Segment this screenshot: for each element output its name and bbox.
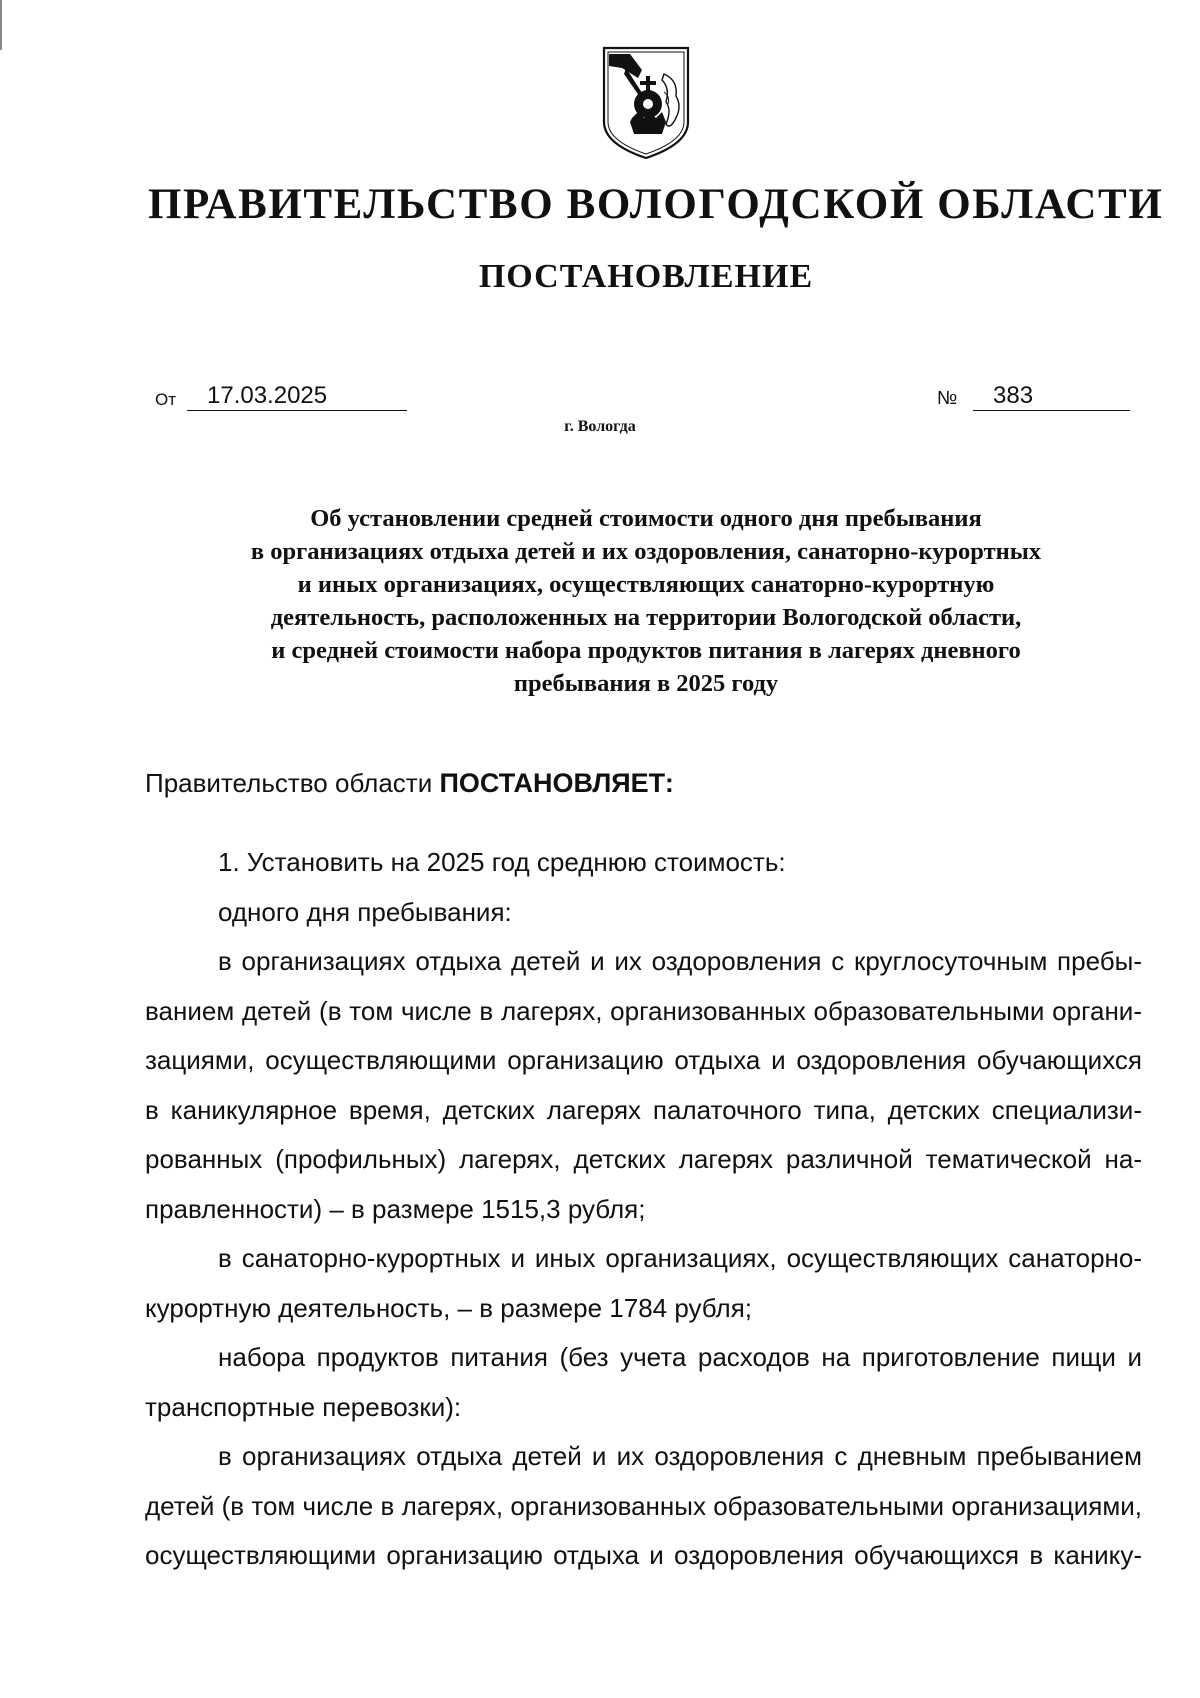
organization-title: ПРАВИТЕЛЬСТВО ВОЛОГОДСКОЙ ОБЛАСТИ <box>148 181 1164 228</box>
body-line: правленности) – в размере 1515,3 рубля; <box>145 1193 646 1224</box>
date-value: 17.03.2025 <box>187 382 407 411</box>
number-prefix-label: № <box>937 388 958 409</box>
body-line: детей (в том числе в лагерях, организованных образовательными организациями, <box>145 1490 1142 1521</box>
body-line: 1. Установить на 2025 год среднюю стоимость: <box>218 847 786 877</box>
body-line: набора продуктов питания (без учета расходов на приготовление пищи и <box>218 1342 1142 1372</box>
vologda-coat-of-arms-icon <box>600 44 692 162</box>
body-line: ванием детей (в том числе в лагерях, организованных образовательными органи- <box>145 995 1142 1026</box>
city-label: г. Вологда <box>564 418 636 435</box>
subject-line: пребывания в 2025 году <box>513 670 779 697</box>
body-line: в санаторно-курортных и иных организациях, осуществляющих санаторно- <box>218 1243 1142 1273</box>
scan-edge-mark <box>0 0 2 50</box>
decree-intro-text: Правительство области <box>145 768 433 798</box>
subject-line: в организациях отдыха детей и их оздоровления, санаторно-курортных <box>250 538 1042 565</box>
decree-intro <box>145 768 674 799</box>
date-prefix-label: От <box>155 390 177 409</box>
body-line: курортную деятельность, – в размере 1784 рубля; <box>145 1292 753 1323</box>
subject-line: и иных организациях, осуществляющих санаторно-курортную <box>297 571 995 598</box>
document-subject <box>150 502 1142 700</box>
document-type-heading: ПОСТАНОВЛЕНИЕ <box>478 258 814 295</box>
body-line: транспортные перевозки): <box>145 1391 462 1422</box>
subject-line: и средней стоимости набора продуктов питания в лагерях дневного <box>271 637 1021 664</box>
body-line: осуществляющими организацию отдыха и оздоровления обучающихся в канику- <box>145 1540 1142 1570</box>
document-body <box>145 838 1142 1581</box>
number-value: 383 <box>973 382 1130 411</box>
subject-line: деятельность, расположенных на территории Вологодской области, <box>270 604 1022 631</box>
body-line: одного дня пребывания: <box>218 896 512 927</box>
body-line: в каникулярное время, детских лагерях палаточного типа, детских специализи- <box>145 1094 1142 1125</box>
decree-intro-bold: ПОСТАНОВЛЯЕТ: <box>439 768 674 798</box>
body-line: зациями, осуществляющими организацию отдыха и оздоровления обучающихся <box>145 1045 1142 1075</box>
body-line: рованных (профильных) лагерях, детских лагерях различной тематической на- <box>145 1144 1142 1174</box>
body-line: в организациях отдыха детей и их оздоровления с круглосуточным пребы- <box>218 946 1142 976</box>
subject-line: Об установлении средней стоимости одного дня пребывания <box>310 505 982 532</box>
body-line: в организациях отдыха детей и их оздоровления с дневным пребыванием <box>218 1441 1142 1471</box>
